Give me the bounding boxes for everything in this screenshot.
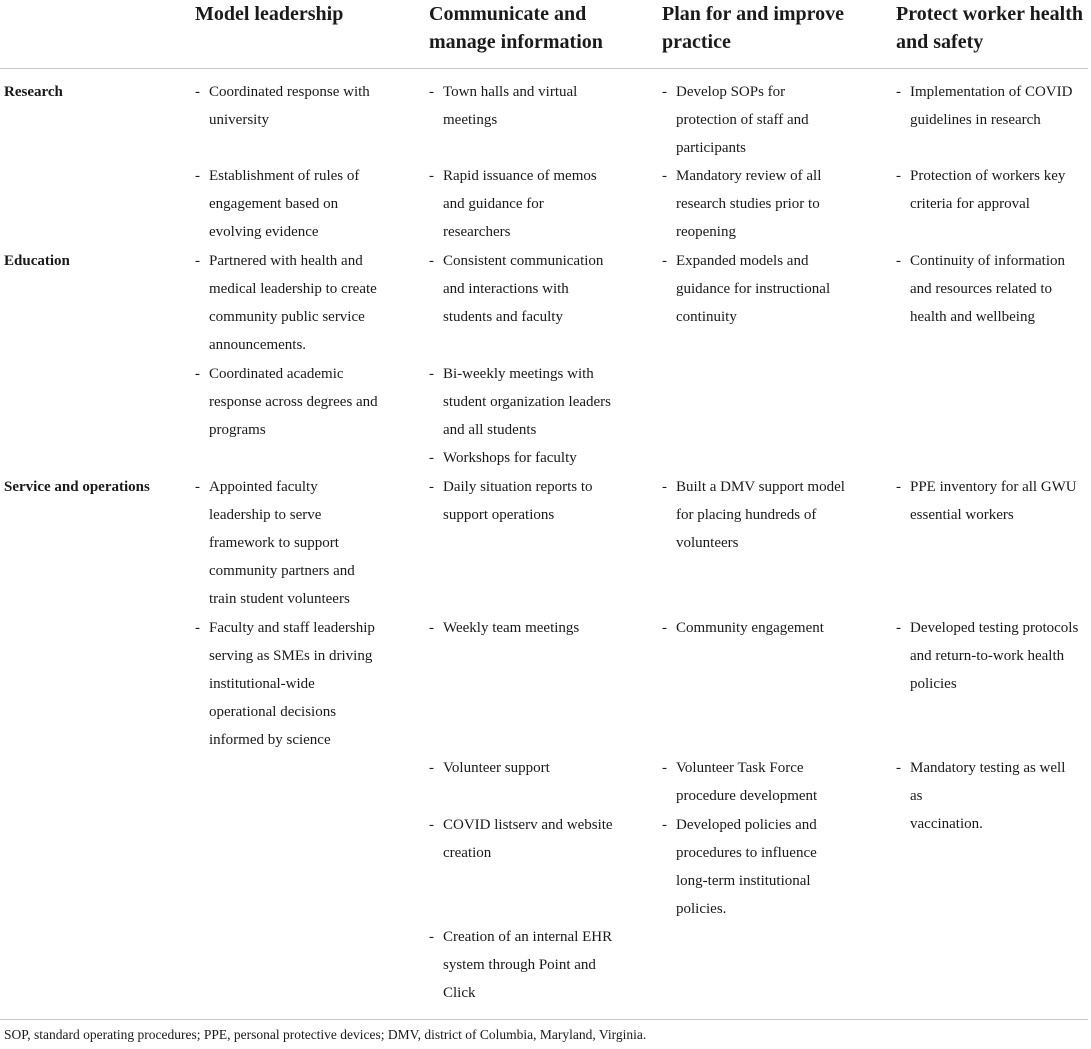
bullet-dash: - — [429, 479, 434, 495]
header-plan — [662, 0, 844, 56]
bullet-dash: - — [429, 84, 434, 100]
item-text: Implementation of COVID guidelines in research — [910, 84, 1073, 128]
item-text: Consistent communication and interactions with students and faculty — [443, 253, 604, 325]
bullet-dash: - — [195, 479, 200, 495]
bullet-dash: - — [429, 168, 434, 184]
item-text: COVID listserv and website creation — [443, 817, 613, 861]
bullet-dash: - — [429, 760, 434, 776]
cell-item — [195, 360, 395, 444]
item-text: Daily situation reports to support operations — [443, 479, 593, 523]
cell-item — [429, 754, 629, 782]
table-footnote: SOP, standard operating procedures; PPE, personal protective devices; DMV, district of Columbia, Maryland, Virginia. — [4, 1027, 647, 1042]
cell-item — [896, 162, 1081, 218]
row-label-service: Service and operations — [4, 479, 150, 495]
item-text: Continuity of information and resources related to health and wellbeing — [910, 253, 1065, 325]
row-label-research: Research — [4, 84, 63, 100]
bullet-dash: - — [896, 760, 901, 776]
bullet-dash: - — [429, 366, 434, 382]
bullet-dash: - — [662, 168, 667, 184]
header-communicate — [429, 0, 603, 56]
header-line: practice — [662, 31, 731, 53]
row-label-education: Education — [4, 253, 70, 269]
header-line: Protect worker health — [896, 3, 1083, 25]
header-protect — [896, 0, 1083, 56]
cell-item — [195, 162, 395, 246]
bullet-dash: - — [429, 253, 434, 269]
bullet-dash: - — [429, 817, 434, 833]
cell-item — [195, 473, 395, 613]
item-text: Coordinated academic response across degrees and programs — [209, 366, 378, 438]
bullet-dash: - — [896, 253, 901, 269]
header-line: Communicate and — [429, 3, 587, 25]
bullet-dash: - — [429, 929, 434, 945]
item-text: Bi-weekly meetings with student organization leaders and all students — [443, 366, 612, 438]
item-text: PPE inventory for all GWU essential workers — [910, 479, 1077, 523]
item-text: Built a DMV support model for placing hundreds of volunteers — [676, 479, 845, 551]
cell-item — [195, 78, 395, 134]
bullet-dash: - — [195, 366, 200, 382]
item-text: Expanded models and guidance for instructional continuity — [676, 253, 831, 325]
bullet-dash: - — [429, 450, 434, 466]
cell-item — [896, 754, 1081, 838]
item-text: Partnered with health and medical leadership to create community public service announcements. — [209, 253, 377, 353]
bullet-dash: - — [896, 84, 901, 100]
item-text: Town halls and virtual meetings — [443, 84, 578, 128]
item-text: Develop SOPs for protection of staff and participants — [676, 84, 809, 156]
item-text: Mandatory review of all research studies prior to reopening — [676, 168, 822, 240]
bullet-dash: - — [896, 620, 901, 636]
item-text: Workshops for faculty — [443, 450, 577, 466]
item-text: Coordinated response with university — [209, 84, 370, 128]
bullet-dash: - — [195, 84, 200, 100]
cell-item — [662, 811, 857, 923]
cell-item — [429, 247, 629, 331]
cell-item — [662, 247, 857, 331]
cell-item — [662, 473, 857, 557]
bullet-dash: - — [662, 479, 667, 495]
cell-item — [195, 614, 395, 754]
header-line: Model leadership — [195, 3, 344, 25]
item-text: Developed policies and procedures to influence long-term institutional policies. — [676, 817, 817, 917]
cell-item — [429, 78, 629, 134]
header-model-leadership — [195, 0, 343, 28]
cell-item — [429, 473, 629, 529]
item-text: Mandatory testing as well as vaccination. — [910, 760, 1066, 832]
bullet-dash: - — [429, 620, 434, 636]
item-text: Creation of an internal EHR system through Point and Click — [443, 929, 613, 1001]
bullet-dash: - — [662, 253, 667, 269]
header-line: and safety — [896, 31, 984, 53]
bullet-dash: - — [195, 620, 200, 636]
footer-divider — [0, 1019, 1088, 1020]
cell-item — [429, 811, 629, 867]
cell-item — [896, 247, 1081, 331]
header-line: manage information — [429, 31, 603, 53]
cell-item — [896, 78, 1081, 134]
cell-item — [429, 923, 629, 1007]
cell-item — [896, 473, 1081, 529]
bullet-dash: - — [896, 479, 901, 495]
cell-item — [662, 162, 857, 246]
bullet-dash: - — [195, 168, 200, 184]
item-text: Rapid issuance of memos and guidance for researchers — [443, 168, 597, 240]
cell-item — [429, 614, 629, 642]
cell-item — [429, 162, 629, 246]
item-text: Weekly team meetings — [443, 620, 580, 636]
item-text: Developed testing protocols and return-to-work health policies — [910, 620, 1079, 692]
cell-item — [429, 444, 629, 472]
cell-item — [662, 78, 857, 162]
cell-item — [195, 247, 395, 359]
bullet-dash: - — [662, 760, 667, 776]
item-text: Protection of workers key criteria for approval — [910, 168, 1066, 212]
cell-item — [896, 614, 1081, 698]
cell-item — [662, 614, 857, 642]
bullet-dash: - — [662, 817, 667, 833]
item-text: Faculty and staff leadership serving as SMEs in driving institutional-wide operational decisions informed by science — [209, 620, 375, 748]
bullet-dash: - — [662, 620, 667, 636]
item-text: Volunteer support — [443, 760, 550, 776]
bullet-dash: - — [662, 84, 667, 100]
cell-item — [662, 754, 857, 810]
header-divider — [0, 68, 1088, 69]
cell-item — [429, 360, 629, 444]
item-text: Appointed faculty leadership to serve framework to support community partners and train student volunteers — [209, 479, 355, 607]
header-line: Plan for and improve — [662, 3, 845, 25]
item-text: Volunteer Task Force procedure development — [676, 760, 818, 804]
bullet-dash: - — [195, 253, 200, 269]
item-text: Establishment of rules of engagement based on evolving evidence — [209, 168, 360, 240]
bullet-dash: - — [896, 168, 901, 184]
item-text: Community engagement — [676, 620, 824, 636]
